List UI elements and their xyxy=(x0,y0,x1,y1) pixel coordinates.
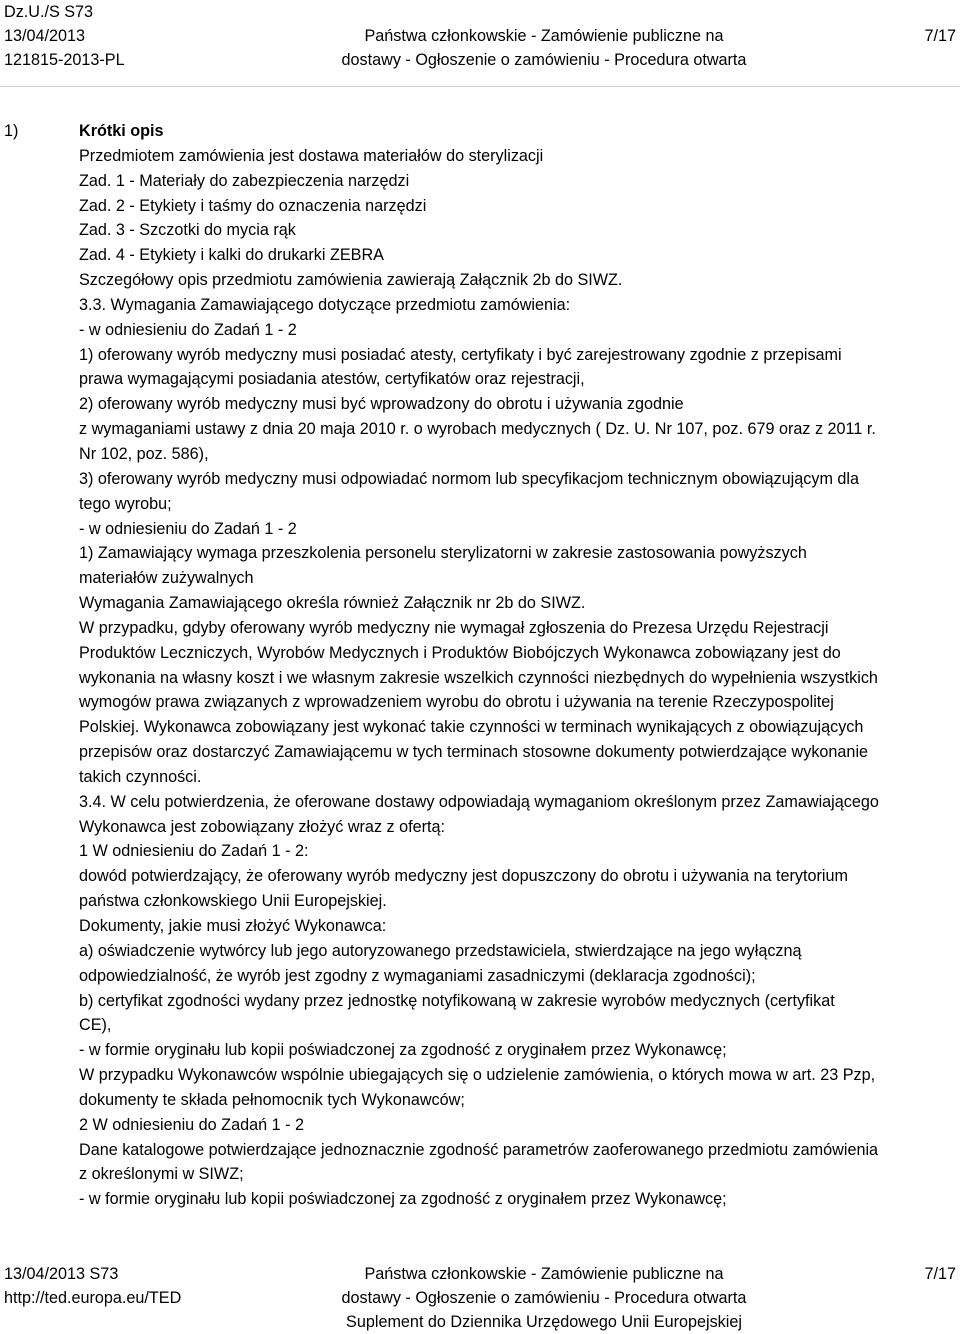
body-line: W przypadku, gdyby oferowany wyrób medyczny nie wymagał zgłoszenia do Prezesa Urzędu Rejestracji xyxy=(79,618,829,637)
body-line: 1) oferowany wyrób medyczny musi posiadać atesty, certyfikaty i być zarejestrowany zgodnie z przepisami xyxy=(79,345,842,364)
footer-date-series: 13/04/2013 S73 xyxy=(4,1265,119,1283)
body-line: Dane katalogowe potwierdzające jednoznacznie zgodność parametrów zaoferowanego przedmiotu zamówienia xyxy=(79,1140,879,1159)
body-line: Zad. 4 - Etykiety i kalki do drukarki ZEBRA xyxy=(79,246,384,265)
body-line: 3) oferowany wyrób medyczny musi odpowiadać normom lub specyfikacjom technicznym obowiązującym dla xyxy=(79,469,860,488)
body-line: prawa wymagającymi posiadania atestów, certyfikatów oraz rejestracji, xyxy=(79,370,585,389)
body-line: Wykonawca jest zobowiązany złożyć wraz z ofertą: xyxy=(79,817,446,836)
body-line: dowód potwierdzający, że oferowany wyrób medyczny jest dopuszczony do obrotu i używania na terytorium xyxy=(79,867,848,886)
header-journal-ref: Dz.U./S S73 xyxy=(4,3,94,21)
body-line: - w odniesieniu do Zadań 1 - 2 xyxy=(79,320,297,339)
section-title: Krótki opis xyxy=(79,122,164,140)
footer-url: http://ted.europa.eu/TED xyxy=(4,1289,182,1307)
body-line: Zad. 2 - Etykiety i taśmy do oznaczenia narzędzi xyxy=(79,196,427,215)
footer-title-line-2: dostawy - Ogłoszenie o zamówieniu - Procedura otwarta xyxy=(341,1289,747,1307)
body-line: z wymaganiami ustawy z dnia 20 maja 2010 r. o wyrobach medycznych ( Dz. U. Nr 107, poz. 679 oraz z 2011 r. xyxy=(79,420,876,439)
footer-page-number: 7/17 xyxy=(924,1265,956,1283)
body-line: CE), xyxy=(79,1016,112,1035)
body-line: odpowiedzialność, że wyrób jest zgodny z wymaganiami zasadniczymi (deklaracja zgodności); xyxy=(79,966,756,985)
body-line: 2 W odniesieniu do Zadań 1 - 2 xyxy=(79,1115,304,1134)
body-line: Przedmiotem zamówienia jest dostawa materiałów do sterylizacji xyxy=(79,146,544,165)
body-line: wykonania na własny koszt i we własnym zakresie wszelkich czynności niezbędnych do wypełnienia wszystkich xyxy=(79,668,878,687)
footer-supplement: Suplement do Dziennika Urzędowego Unii Europejskiej xyxy=(346,1313,742,1331)
header-title-line-1: Państwa członkowskie - Zamówienie publiczne na xyxy=(364,27,724,45)
header-title-line-2: dostawy - Ogłoszenie o zamówieniu - Procedura otwarta xyxy=(341,51,747,69)
body-line: Wymagania Zamawiającego określa również Załącznik nr 2b do SIWZ. xyxy=(79,594,586,613)
header-date: 13/04/2013 xyxy=(4,27,86,45)
page-footer xyxy=(0,1262,960,1334)
body-line: wymogów prawa związanych z wprowadzeniem wyrobu do obrotu i używania na terenie Rzeczypospolitej xyxy=(79,693,834,712)
body-line: b) certyfikat zgodności wydany przez jednostkę notyfikowaną w zakresie wyrobów medycznych (certyfikat xyxy=(79,991,835,1010)
body-line: 3.4. W celu potwierdzenia, że oferowane dostawy odpowiadają wymaganiom określonym przez Zamawiającego xyxy=(79,792,879,811)
body-line: takich czynności. xyxy=(79,767,202,786)
section-number: 1) xyxy=(4,122,19,140)
body-line: tego wyrobu; xyxy=(79,494,172,513)
body-line: dokumenty te składa pełnomocnik tych Wykonawców; xyxy=(79,1090,465,1109)
body-line: Zad. 1 - Materiały do zabezpieczenia narzędzi xyxy=(79,171,410,190)
body-line: W przypadku Wykonawców wspólnie ubiegających się o udzielenie zamówienia, o których mowa w art. 23 Pzp, xyxy=(79,1066,876,1085)
footer-title-line-1: Państwa członkowskie - Zamówienie publiczne na xyxy=(364,1265,724,1283)
body-line: Szczegółowy opis przedmiotu zamówienia zawierają Załącznik 2b do SIWZ. xyxy=(79,271,623,290)
header-notice-id: 121815-2013-PL xyxy=(4,51,125,69)
body-line: 1) Zamawiający wymaga przeszkolenia personelu sterylizatorni w zakresie zastosowania powyższych xyxy=(79,544,807,563)
body-line: przepisów oraz dostarczyć Zamawiającemu w tych terminach stosowne dokumenty potwierdzające wykonanie xyxy=(79,743,869,762)
body-line: z określonymi w SIWZ; xyxy=(79,1165,244,1184)
header-divider xyxy=(0,86,960,87)
body-line: Nr 102, poz. 586), xyxy=(79,444,209,463)
body-line: 2) oferowany wyrób medyczny musi być wprowadzony do obrotu i używania zgodnie xyxy=(79,395,684,414)
section-body xyxy=(79,144,957,1212)
body-line: Produktów Leczniczych, Wyrobów Medycznych i Produktów Biobójczych Wykonawca zobowiązany jest do xyxy=(79,643,841,662)
body-line: - w formie oryginału lub kopii poświadczonej za zgodność z oryginałem przez Wykonawcę; xyxy=(79,1041,727,1060)
body-line: Polskiej. Wykonawca zobowiązany jest wykonać takie czynności w terminach wynikających z obowiązujących xyxy=(79,718,864,737)
page-header xyxy=(0,0,960,72)
header-page-number: 7/17 xyxy=(924,27,956,45)
body-line: państwa członkowskiego Unii Europejskiej. xyxy=(79,892,387,911)
body-line: - w formie oryginału lub kopii poświadczonej za zgodność z oryginałem przez Wykonawcę; xyxy=(79,1190,727,1209)
body-line: Zad. 3 - Szczotki do mycia rąk xyxy=(79,221,296,240)
body-line: a) oświadczenie wytwórcy lub jego autoryzowanego przedstawiciela, stwierdzające na jego wyłączną xyxy=(79,941,802,960)
body-line: 3.3. Wymagania Zamawiającego dotyczące przedmiotu zamówienia: xyxy=(79,295,571,314)
body-line: - w odniesieniu do Zadań 1 - 2 xyxy=(79,519,297,538)
body-line: materiałów zużywalnych xyxy=(79,569,254,588)
body-line: 1 W odniesieniu do Zadań 1 - 2: xyxy=(79,842,309,861)
body-line: Dokumenty, jakie musi złożyć Wykonawca: xyxy=(79,917,387,935)
